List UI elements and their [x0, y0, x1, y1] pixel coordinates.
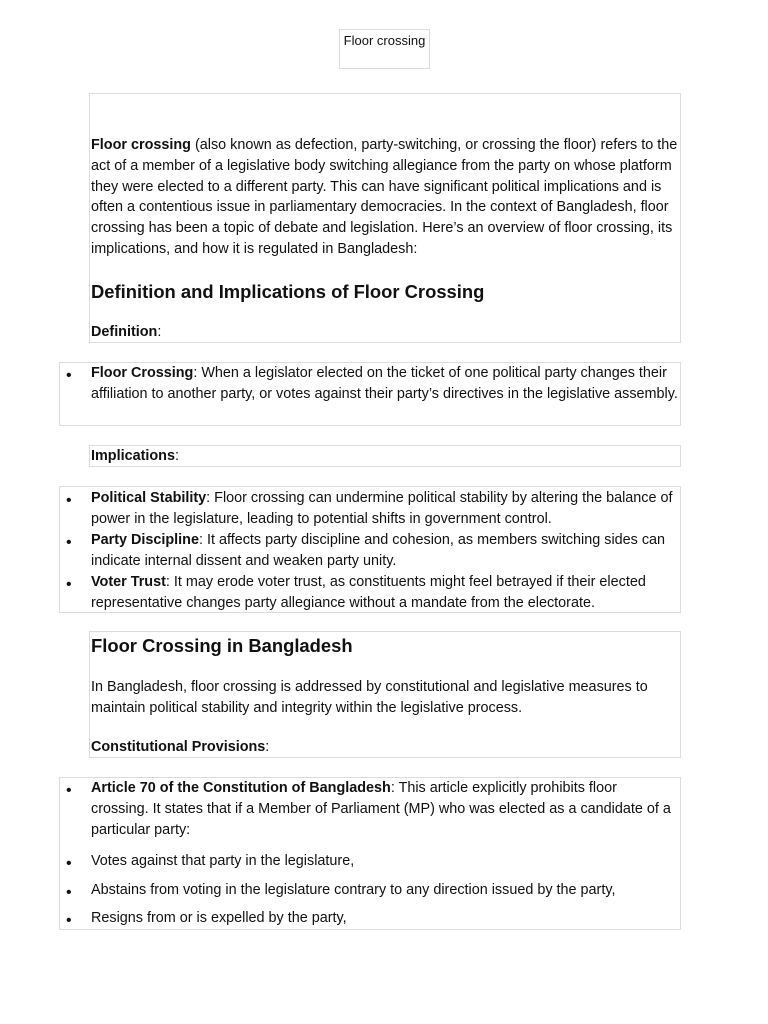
intro-block [89, 93, 681, 343]
document-title: Floor crossing [339, 29, 430, 69]
provisions-label-line: Constitutional Provisions: [91, 739, 270, 755]
list-bullet: • [66, 534, 72, 551]
list-item-article-70: Article 70 of the Constitution of Bangladesh: This article explicitly prohibits floor crossing. It states that if a Member of Parliament (MP) who was elected as a candidate of a particular party: [91, 780, 671, 838]
list-item-condition: Votes against that party in the legislature, [91, 853, 355, 869]
section-heading-bangladesh: Floor Crossing in Bangladesh [91, 635, 353, 656]
list-bullet: • [66, 912, 72, 929]
section-heading-definition-implications: Definition and Implications of Floor Crossing [91, 281, 485, 302]
definition-label: Definition [91, 324, 158, 340]
definition-label-line: Definition: [91, 324, 162, 340]
list-item-condition: Resigns from or is expelled by the party, [91, 910, 347, 926]
implications-list [59, 486, 681, 613]
list-bullet: • [66, 367, 72, 384]
implications-label: Implications [91, 448, 175, 464]
definition-list [59, 362, 681, 426]
list-item-political-stability: Political Stability: Floor crossing can undermine political stability by altering the balance of power in the legislature, leading to potential shifts in government control. [91, 490, 673, 527]
bangladesh-paragraph: In Bangladesh, floor crossing is addressed by constitutional and legislative measures to maintain political stability and integrity within the legislative process. [91, 679, 648, 716]
list-bullet: • [66, 855, 72, 872]
list-bullet: • [66, 884, 72, 901]
list-bullet: • [66, 782, 72, 799]
article-list [59, 777, 681, 930]
provisions-label: Constitutional Provisions [91, 739, 266, 755]
intro-term: Floor crossing [91, 137, 191, 153]
intro-paragraph [91, 135, 679, 260]
list-item-party-discipline: Party Discipline: It affects party discipline and cohesion, as members switching sides can indicate internal dissent and weaken party unity. [91, 532, 666, 569]
list-item-text: : When a legislator elected on the ticket of one political party changes their affiliation to another party, or votes against their party’s directives in the legislative assembly. [91, 365, 678, 402]
intro-text: (also known as defection, party-switching, or crossing the floor) refers to the act of a member of a legislative body switching allegiance from the party on whose platform they were elected to a different party. This can have significant political implications and is often a contentious issue in parliamentary democracies. In the context of Bangladesh, floor crossing has been a topic of debate and legislation. Here’s an overview of floor crossing, its implications, and how it is regulated in Bangladesh: [91, 137, 678, 257]
implications-label-block [89, 445, 681, 467]
list-item-floor-crossing [91, 363, 678, 405]
list-item-term: Floor Crossing [91, 365, 194, 381]
list-bullet: • [66, 576, 72, 593]
list-item-condition: Abstains from voting in the legislature contrary to any direction issued by the party, [91, 882, 616, 898]
list-item-voter-trust: Voter Trust: It may erode voter trust, as constituents might feel betrayed if their elected representative changes party allegiance without a mandate from the electorate. [91, 574, 646, 611]
bangladesh-section-block [89, 631, 681, 758]
implications-label-line: Implications: [91, 448, 179, 464]
list-bullet: • [66, 492, 72, 509]
